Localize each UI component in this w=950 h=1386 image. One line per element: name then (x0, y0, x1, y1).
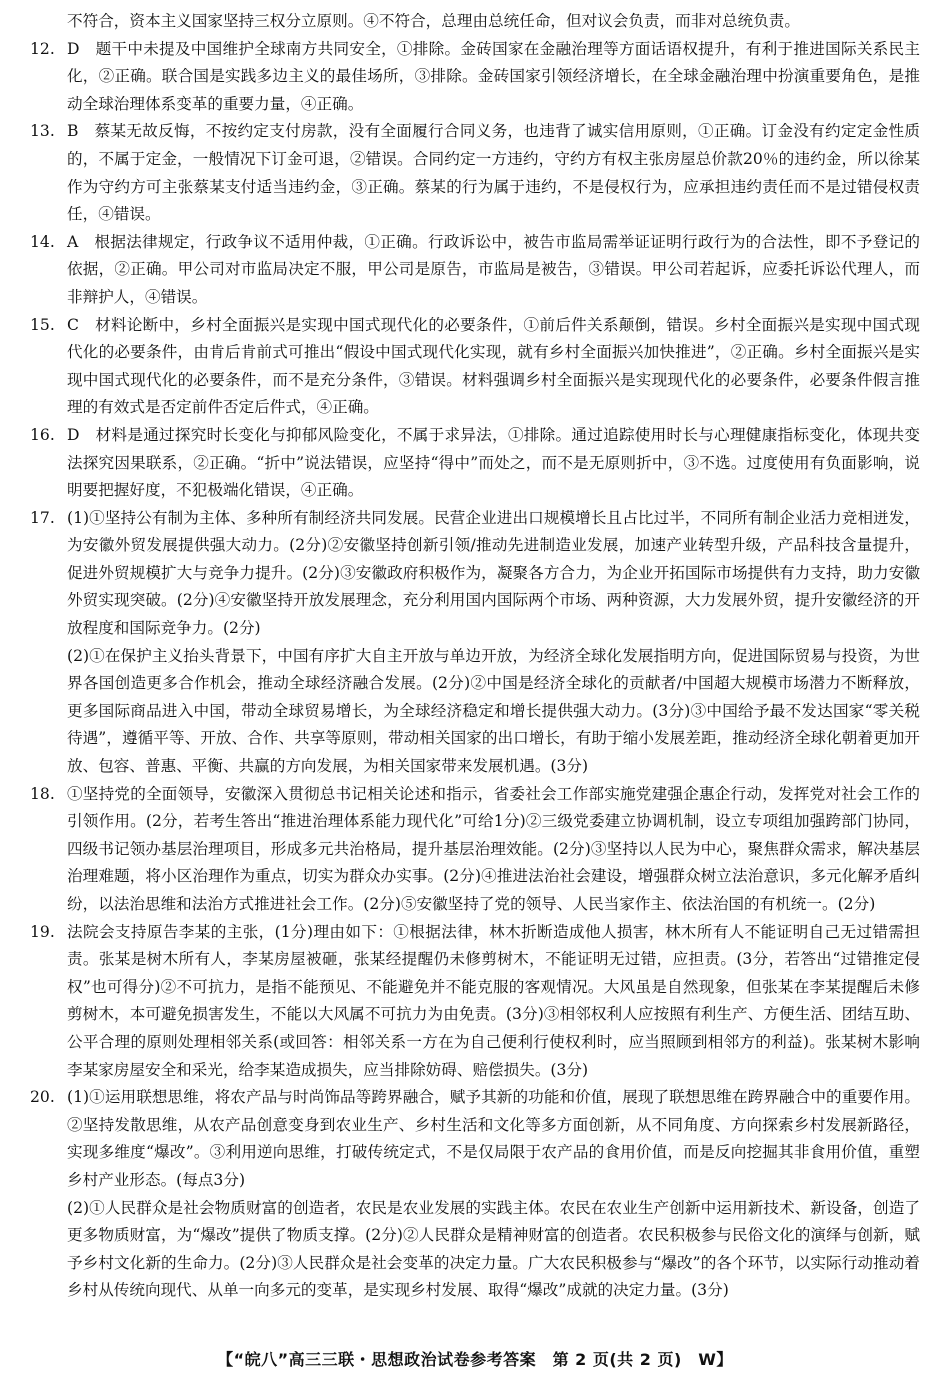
answer-text: (2)①人民群众是社会物质财富的创造者，农民是农业发展的实践主体。农民在农业生产创新中运用新技术、新设备，创造了更多物质财富，为“爆改”提供了物质支撑。(2分)②人民群众是精神财富的创造者。农民积极参与民俗文化的演绎与创新，赋予乡村文化新的生命力。(2分)③人民群众是社会变革的决定力量。广大农民积极参与“爆改”的各个环节，以实际行动推动着乡村从传统向现代、从单一向多元的变革，是实现乡村发展、取得“爆改”成就的决定力量。(3分) (67, 1198, 920, 1300)
answer-item-17-part1 (30, 505, 920, 643)
question-number: 20. (30, 1088, 55, 1107)
answer-item-17-part2 (30, 643, 920, 781)
answer-text: (1)①运用联想思维，将农产品与时尚饰品等跨界融合，赋予其新的功能和价值，展现了联想思维在跨界融合中的重要作用。②坚持发散思维，从农产品创意变身到农业生产、乡村生活和文化等多方面创新，从不同角度、方向探索乡村发展新路径，实现多维度“爆改”。③利用逆向思维，打破传统定式，不是仅局限于农产品的食用价值，而是反向挖掘其非食用价值，重塑乡村产业形态。(每点3分) (67, 1088, 920, 1189)
answer-item-20-part1 (30, 1084, 920, 1194)
answer-text: A 根据法律规定，行政争议不适用仲裁，①正确。行政诉讼中，被告市监局需举证证明行政行为的合法性，即不予登记的依据，②正确。甲公司对市监局决定不服，甲公司是原告，市监局是被告，③错误。甲公司若起诉，应委托诉讼代理人，而非辩护人，④错误。 (67, 232, 920, 306)
answer-text: D 材料是通过探究时长变化与抑郁风险变化，不属于求异法，①排除。通过追踪使用时长与心理健康指标变化，体现共变法探究因果联系，②正确。“折中”说法错误，应坚持“得中”而处之，而不是无原则折中，③不选。过度使用有负面影响，说明要把握好度，不犯极端化错误，④正确。 (67, 425, 920, 500)
answer-item-14 (30, 229, 920, 312)
answer-text: D 题干中未提及中国维护全球南方共同安全，①排除。金砖国家在金融治理等方面话语权提升，有利于推进国际关系民主化，②正确。联合国是实践多边主义的最佳场所，③排除。金砖国家引领经济增长，在全球金融治理中扮演重要角色，是推动全球治理体系变革的重要力量，④正确。 (67, 39, 920, 113)
question-number: 12. (30, 39, 55, 58)
question-number: 19. (30, 922, 55, 941)
question-number: 18. (30, 784, 55, 803)
answer-text: ①坚持党的全面领导，安徽深入贯彻总书记相关论述和指示，省委社会工作部实施党建强企惠企行动，发挥党对社会工作的引领作用。(2分，若考生答出“推进治理体系能力现代化”可给1分)②三级党委建立协调机制，设立专项组加强跨部门协同，四级书记领办基层治理项目，形成多元共治格局，提升基层治理效能。(2分)③坚持以人民为中心，聚焦群众需求，解决基层治理难题，将小区治理作为重点，切实为群众办实事。(2分)④推进法治社会建设，增强群众树立法治意识，多元化解矛盾纠纷，以法治思维和法治方式推进社会工作。(2分)⑤安徽坚持了党的领导、人民当家作主、依法治国的有机统一。(2分) (67, 784, 920, 913)
answer-text: (2)①在保护主义抬头背景下，中国有序扩大自主开放与单边开放，为经济全球化发展指明方向，促进国际贸易与投资，为世界各国创造更多合作机会，推动全球经济融合发展。(2分)②中国是经济全球化的贡献者/中国超大规模市场潜力不断释放，更多国际商品进入中国，带动全球贸易增长，为全球经济稳定和增长提供强大动力。(3分)③中国给予最不发达国家“零关税待遇”，遵循平等、开放、合作、共享等原则，带动相关国家的出口增长，有助于缩小发展差距，推动经济全球化朝着更加开放、包容、普惠、平衡、共赢的方向发展，为相关国家带来发展机遇。(3分) (67, 646, 920, 776)
page-footer: 【“皖八”高三三联・思想政治试卷参考答案 第 2 页(共 2 页) W】 (217, 1350, 733, 1369)
answer-item-20-part2 (30, 1195, 920, 1305)
answer-text: C 材料论断中，乡村全面振兴是实现中国式现代化的必要条件，①前后件关系颠倒，错误。乡村全面振兴是实现中国式现代化的必要条件，由肯后肯前式可推出“假设中国式现代化实现，就有乡村全面振兴加快推进”，②正确。乡村全面振兴是实现中国式现代化的必要条件，而不是充分条件，③错误。材料强调乡村全面振兴是实现现代化的必要条件，必要条件假言推理的有效式是否定前件否定后件式，④正确。 (67, 315, 920, 417)
answer-item-13 (30, 118, 920, 228)
question-number (30, 643, 67, 781)
question-number (30, 1195, 67, 1305)
answer-item-18 (30, 781, 920, 919)
question-number: 15. (30, 315, 55, 334)
answer-text: 法院会支持原告李某的主张，(1分)理由如下：①根据法律，林木折断造成他人损害，林木所有人不能证明自己无过错需担责。张某是树木所有人，李某房屋被砸，张某经提醒仍未修剪树木，不能证明无过错，应担责。(3分，若答出“过错推定侵权”也可得分)②不可抗力，是指不能预见、不能避免并不能克服的客观情况。大风虽是自然现象，但张某在李某提醒后未修剪树木，本可避免损害发生，不能以大风属不可抗力为由免责。(3分)③相邻权利人应按照有利生产、方便生活、团结互助、公平合理的原则处理相邻关系(或回答：相邻关系一方在为自己便利行使权利时，应当照顾到相邻方的利益)。张某树木影响李某家房屋安全和采光，给李某造成损失，应当排除妨碍、赔偿损失。(3分) (67, 922, 920, 1079)
answer-sheet-page (30, 8, 920, 1305)
answer-item-12 (30, 36, 920, 119)
answer-item-15 (30, 312, 920, 422)
question-number: 17. (30, 508, 55, 527)
answer-item-19 (30, 919, 920, 1085)
question-number: 16. (30, 425, 55, 444)
intro-paragraph: 不符合，资本主义国家坚持三权分立原则。④不符合，总理由总统任命，但对议会负责，而非对总统负责。 (67, 12, 800, 30)
question-number: 13. (30, 122, 55, 141)
answer-item-16 (30, 422, 920, 505)
answer-text: B 蔡某无故反悔，不按约定支付房款，没有全面履行合同义务，也违背了诚实信用原则，①正确。订金没有约定定金性质的，不属于定金，一般情况下订金可退，②错误。合同约定一方违约，守约方有权主张房屋总价款20％的违约金，所以徐某作为守约方可主张蔡某支付适当违约金，③正确。蔡某的行为属于违约，不是侵权行为，应承担违约责任而不是过错侵权责任，④错误。 (67, 122, 920, 224)
answer-text: (1)①坚持公有制为主体、多种所有制经济共同发展。民营企业进出口规模增长且占比过半，不同所有制企业活力竞相迸发，为安徽外贸发展提供强大动力。(2分)②安徽坚持创新引领/推动先进制造业发展，加速产业转型升级，产品科技含量提升，促进外贸规模扩大与竞争力提升。(2分)③安徽政府积极作为，凝聚各方合力，为企业开拓国际市场提供有力支持，助力安徽外贸实现突破。(2分)④安徽坚持开放发展理念，充分利用国内国际两个市场、两种资源，大力发展外贸，提升安徽经济的开放程度和国际竞争力。(2分) (67, 508, 920, 638)
question-number: 14. (30, 232, 55, 251)
